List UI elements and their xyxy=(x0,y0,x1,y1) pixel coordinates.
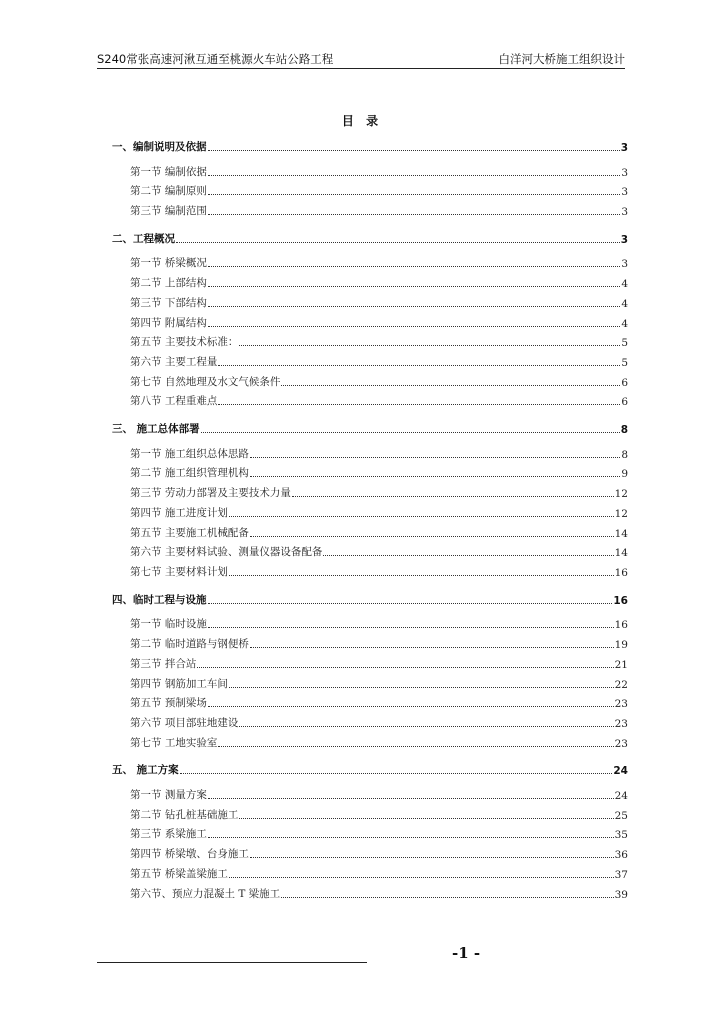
toc-entry-page: 23 xyxy=(614,718,628,730)
toc-entry-label: 第一节 施工组织总体思路 xyxy=(130,448,249,460)
toc-section-entry[interactable] xyxy=(130,203,628,218)
toc-dot-leader xyxy=(180,773,613,774)
toc-entry-page: 3 xyxy=(621,186,628,198)
toc-dot-leader xyxy=(229,877,614,878)
toc-title: 目 录 xyxy=(341,114,383,128)
toc-section-entry[interactable] xyxy=(130,715,628,730)
toc-entry-page: 35 xyxy=(614,829,628,841)
toc-dot-leader xyxy=(218,404,620,405)
toc-entry-label: 第一节 桥梁概况 xyxy=(130,257,207,269)
toc-dot-leader xyxy=(208,326,620,327)
toc-section-entry[interactable] xyxy=(130,735,628,750)
toc-section-entry[interactable] xyxy=(130,393,628,408)
toc-entry-label: 第六节 主要工程量 xyxy=(130,356,218,368)
toc-dot-leader xyxy=(208,706,614,707)
toc-dot-leader xyxy=(197,667,613,668)
toc-entry-label: 第五节 主要施工机械配备 xyxy=(130,527,249,539)
footer-rule xyxy=(97,962,367,963)
toc-dot-leader xyxy=(208,603,613,604)
toc-section-entry[interactable] xyxy=(130,525,628,540)
toc-entry-label: 第三节 下部结构 xyxy=(130,297,207,309)
toc-dot-leader xyxy=(208,286,620,287)
toc-dot-leader xyxy=(229,687,614,688)
toc-dot-leader xyxy=(292,496,614,497)
toc-entry-label: 第二节 临时道路与钢便桥 xyxy=(130,638,249,650)
toc-entry-label: 第八节 工程重难点 xyxy=(130,395,218,407)
toc-entry-page: 19 xyxy=(614,639,628,651)
toc-section-entry[interactable] xyxy=(130,465,628,480)
toc-dot-leader xyxy=(208,837,614,838)
toc-dot-leader xyxy=(250,857,614,858)
toc-entry-page: 3 xyxy=(620,234,628,246)
toc-dot-leader xyxy=(208,214,620,215)
toc-entry-page: 16 xyxy=(613,595,628,607)
toc-section-entry[interactable] xyxy=(130,315,628,330)
toc-section-entry[interactable] xyxy=(130,354,628,369)
toc-dot-leader xyxy=(229,575,614,576)
toc-entry-label: 第四节 施工进度计划 xyxy=(130,507,228,519)
toc-entry-page: 5 xyxy=(621,357,628,369)
toc-section-entry[interactable] xyxy=(130,564,628,579)
toc-entry-label: 第六节 主要材料试验、测量仪器设备配备 xyxy=(130,546,323,558)
toc-dot-leader xyxy=(208,194,620,195)
toc-entry-page: 23 xyxy=(614,738,628,750)
toc-entry-label: 第七节 自然地理及水文气候条件 xyxy=(130,376,281,388)
toc-entry-page: 3 xyxy=(621,167,628,179)
toc-entry-label: 第七节 工地实验室 xyxy=(130,737,218,749)
toc-entry-page: 5 xyxy=(621,337,628,349)
toc-entry-page: 36 xyxy=(614,849,628,861)
toc-entry-page: 16 xyxy=(614,567,628,579)
toc-entry-label: 第五节 桥梁盖梁施工 xyxy=(130,868,228,880)
toc-dot-leader xyxy=(176,242,620,243)
toc-section-entry[interactable] xyxy=(130,826,628,841)
toc-section-entry[interactable] xyxy=(130,787,628,802)
toc-entry-label: 二、工程概况 xyxy=(112,233,175,245)
toc-entry-page: 14 xyxy=(614,528,628,540)
toc-section-entry[interactable] xyxy=(130,636,628,651)
toc-entry-label: 第三节 劳动力部署及主要技术力量 xyxy=(130,487,291,499)
toc-entry-label: 第二节 钻孔桩基础施工 xyxy=(130,809,239,821)
toc-entry-page: 4 xyxy=(621,318,628,330)
toc-entry-page: 39 xyxy=(614,889,628,901)
toc-section-entry[interactable] xyxy=(130,886,628,901)
toc-entry-label: 第二节 编制原则 xyxy=(130,185,207,197)
toc-dot-leader xyxy=(250,457,620,458)
toc-entry-page: 8 xyxy=(620,424,628,436)
toc-entry-page: 3 xyxy=(621,258,628,270)
toc-entry-label: 四、临时工程与设施 xyxy=(112,594,207,606)
toc-section-entry[interactable] xyxy=(130,255,628,270)
toc-entry-label: 第二节 上部结构 xyxy=(130,277,207,289)
toc-chapter-entry[interactable] xyxy=(112,762,628,777)
toc-dot-leader xyxy=(239,345,620,346)
toc-entry-label: 第四节 钢筋加工车间 xyxy=(130,678,228,690)
header-project-title: S240常张高速河湫互通至桃源火车站公路工程 xyxy=(97,52,334,66)
toc-dot-leader xyxy=(208,175,620,176)
toc-dot-leader xyxy=(208,627,614,628)
toc-dot-leader xyxy=(239,818,613,819)
toc-entry-page: 23 xyxy=(614,698,628,710)
toc-entry-label: 第五节 预制梁场 xyxy=(130,697,207,709)
toc-entry-page: 4 xyxy=(621,298,628,310)
toc-entry-page: 3 xyxy=(621,206,628,218)
toc-dot-leader xyxy=(250,536,614,537)
toc-entry-page: 22 xyxy=(614,679,628,691)
toc-section-entry[interactable] xyxy=(130,446,628,461)
toc-dot-leader xyxy=(201,432,620,433)
toc-section-entry[interactable] xyxy=(130,616,628,631)
toc-dot-leader xyxy=(229,516,614,517)
toc-entry-label: 第二节 施工组织管理机构 xyxy=(130,467,249,479)
toc-entry-page: 6 xyxy=(621,396,628,408)
toc-section-entry[interactable] xyxy=(130,295,628,310)
toc-entry-label: 第三节 编制范围 xyxy=(130,205,207,217)
toc-entry-page: 6 xyxy=(621,377,628,389)
toc-dot-leader xyxy=(208,798,614,799)
toc-dot-leader xyxy=(250,476,620,477)
header-document-title: 白洋河大桥施工组织设计 xyxy=(498,52,625,66)
toc-entry-page: 24 xyxy=(613,765,628,777)
toc-dot-leader xyxy=(239,726,613,727)
toc-section-entry[interactable] xyxy=(130,807,628,822)
toc-entry-page: 4 xyxy=(621,278,628,290)
toc-dot-leader xyxy=(208,266,620,267)
toc-section-entry[interactable] xyxy=(130,846,628,861)
toc-entry-page: 12 xyxy=(614,488,628,500)
toc-entry-page: 9 xyxy=(621,468,628,480)
toc-section-entry[interactable] xyxy=(130,485,628,500)
toc-section-entry[interactable] xyxy=(130,656,628,671)
toc-entry-page: 37 xyxy=(614,869,628,881)
toc-chapter-entry[interactable] xyxy=(112,139,628,154)
toc-entry-label: 第一节 临时设施 xyxy=(130,618,207,630)
toc-entry-page: 21 xyxy=(614,659,628,671)
toc-section-entry[interactable] xyxy=(130,183,628,198)
toc-entry-page: 12 xyxy=(614,508,628,520)
toc-entry-label: 第四节 附属结构 xyxy=(130,317,207,329)
toc-entry-label: 五、 施工方案 xyxy=(112,764,179,776)
toc-entry-label: 第一节 测量方案 xyxy=(130,789,207,801)
toc-section-entry[interactable] xyxy=(130,505,628,520)
toc-chapter-entry[interactable] xyxy=(112,421,628,436)
toc-entry-label: 第四节 桥梁墩、台身施工 xyxy=(130,848,249,860)
toc-section-entry[interactable] xyxy=(130,334,628,349)
toc-dot-leader xyxy=(281,897,613,898)
page-number: -1 - xyxy=(452,944,481,962)
toc-section-entry[interactable] xyxy=(130,695,628,710)
toc-section-entry[interactable] xyxy=(130,275,628,290)
toc-dot-leader xyxy=(323,555,613,556)
toc-entry-page: 24 xyxy=(614,790,628,802)
toc-entry-label: 第一节 编制依据 xyxy=(130,166,207,178)
toc-dot-leader xyxy=(208,306,620,307)
toc-section-entry[interactable] xyxy=(130,164,628,179)
toc-chapter-entry[interactable] xyxy=(112,231,628,246)
toc-entry-label: 第六节、预应力混凝土 T 梁施工 xyxy=(130,888,281,900)
toc-entry-page: 8 xyxy=(621,449,628,461)
toc-entry-page: 3 xyxy=(620,142,628,154)
toc-dot-leader xyxy=(218,746,613,747)
toc-entry-label: 第七节 主要材料计划 xyxy=(130,566,228,578)
toc-entry-label: 第五节 主要技术标准： xyxy=(130,336,239,348)
toc-dot-leader xyxy=(250,647,614,648)
toc-entry-label: 第三节 系梁施工 xyxy=(130,828,207,840)
toc-section-entry[interactable] xyxy=(130,544,628,559)
toc-entry-label: 三、 施工总体部署 xyxy=(112,423,200,435)
toc-entry-label: 第六节 项目部驻地建设 xyxy=(130,717,239,729)
toc-entry-label: 第三节 拌合站 xyxy=(130,658,197,670)
toc-section-entry[interactable] xyxy=(130,374,628,389)
toc-chapter-entry[interactable] xyxy=(112,592,628,607)
toc-entry-label: 一、编制说明及依据 xyxy=(112,141,207,153)
toc-section-entry[interactable] xyxy=(130,866,628,881)
toc-entry-page: 14 xyxy=(614,547,628,559)
toc-dot-leader xyxy=(218,365,620,366)
toc-dot-leader xyxy=(208,150,620,151)
toc-entry-page: 16 xyxy=(614,619,628,631)
toc-dot-leader xyxy=(281,385,620,386)
toc-section-entry[interactable] xyxy=(130,676,628,691)
toc-entry-page: 25 xyxy=(614,810,628,822)
